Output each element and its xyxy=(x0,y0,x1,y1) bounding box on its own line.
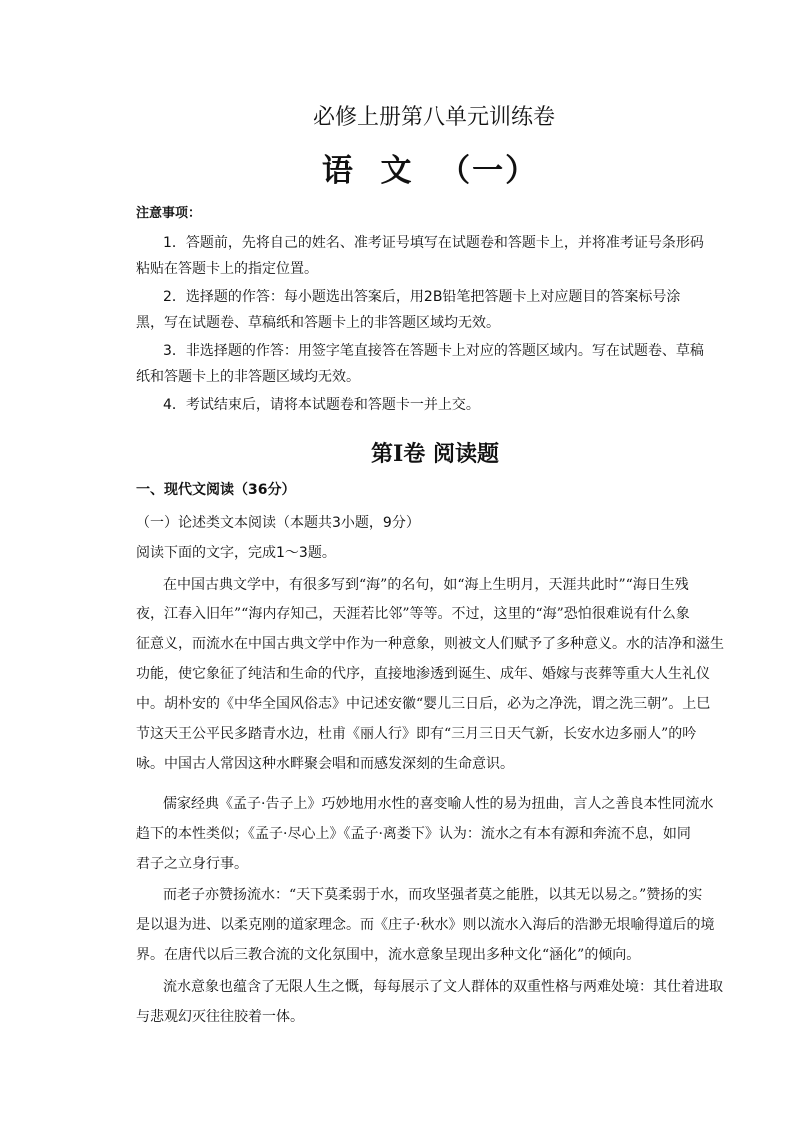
reading-instruction: 阅读下面的文字，完成1～3题。 xyxy=(136,545,336,561)
notice-heading: 注意事项： xyxy=(136,206,202,221)
notice-line-1: 1．答题前，先将自己的姓名、准考证号填写在试题卷和答题卡上，并将准考证号条形码 xyxy=(163,235,704,251)
exam-title: 语 文 （一） xyxy=(321,153,539,189)
passage-line: 功能，使它象征了纯洁和生命的代序，直接地渗透到诞生、成年、婚嫁与丧葬等重大人生礼仪 xyxy=(136,666,710,682)
passage-line: 在中国古典文学中，有很多写到“海”的名句，如“海上生明月，天涯共此时”“海日生残 xyxy=(163,577,689,593)
notice-line-3-cont: 纸和答题卡上的非答题区域均无效。 xyxy=(136,369,360,385)
passage-line: 流水意象也蕴含了无限人生之慨，每每展示了文人群体的双重性格与两难处境：其仕着进取 xyxy=(163,979,723,995)
notice-line-4: 4．考试结束后，请将本试题卷和答题卡一并上交。 xyxy=(163,397,480,413)
passage-line: 界。在唐代以后三教合流的文化氛围中，流水意象呈现出多种文化“涵化”的倾向。 xyxy=(136,947,641,963)
passage-line: 而老子亦赞扬流水：“天下莫柔弱于水，而攻坚强者莫之能胜，以其无以易之。”赞扬的实 xyxy=(163,887,703,903)
passage-line: 征意义，而流水在中国古典文学中作为一种意象，则被文人们赋予了多种意义。水的洁净和滋生 xyxy=(136,636,724,652)
passage-line: 儒家经典《孟子·告子上》巧妙地用水性的喜变喻人性的易为扭曲，言人之善良本性同流水 xyxy=(163,796,714,812)
exam-subtitle: 必修上册第八单元训练卷 xyxy=(312,105,555,130)
passage-line: 中。胡朴安的《中华全国风俗志》中记述安徽“婴儿三日后，必为之净洗，谓之洗三朝”。上巳 xyxy=(136,696,711,712)
passage-line: 趋下的本性类似；《孟子·尽心上》《孟子·离娄下》认为：流水之有本有源和奔流不息，如同 xyxy=(136,826,691,842)
passage-line: 夜，江春入旧年”“海内存知己，天涯若比邻”等等。不过，这里的“海”恐怕很难说有什么象 xyxy=(136,606,690,622)
sub-heading: （一）论述类文本阅读（本题共3小题，9分） xyxy=(136,515,420,531)
notice-line-2: 2．选择题的作答：每小题选出答案后，用2B铅笔把答题卡上对应题目的答案标号涂 xyxy=(163,289,681,305)
passage-line: 咏。中国古人常因这种水畔聚会唱和而感发深刻的生命意识。 xyxy=(136,756,514,772)
notice-line-1-cont: 粘贴在答题卡上的指定位置。 xyxy=(136,261,318,277)
passage-line: 与悲观幻灭往往胶着一体。 xyxy=(136,1009,304,1025)
passage-line: 是以退为进、以柔克刚的道家理念。而《庄子·秋水》则以流水入海后的浩渺无垠喻得道后的境 xyxy=(136,917,715,933)
part-heading: 一、现代文阅读（36分） xyxy=(136,482,296,498)
passage-line: 节这天王公平民多踏青水边，杜甫《丽人行》即有“三月三日天气新，长安水边多丽人”的吟 xyxy=(136,726,697,742)
passage-line: 君子之立身行事。 xyxy=(136,856,248,872)
section-title: 第Ⅰ卷 阅读题 xyxy=(371,441,499,467)
notice-line-3: 3．非选择题的作答：用签字笔直接答在答题卡上对应的答题区域内。写在试题卷、草稿 xyxy=(163,343,704,359)
notice-line-2-cont: 黑，写在试题卷、草稿纸和答题卡上的非答题区域均无效。 xyxy=(136,315,500,331)
